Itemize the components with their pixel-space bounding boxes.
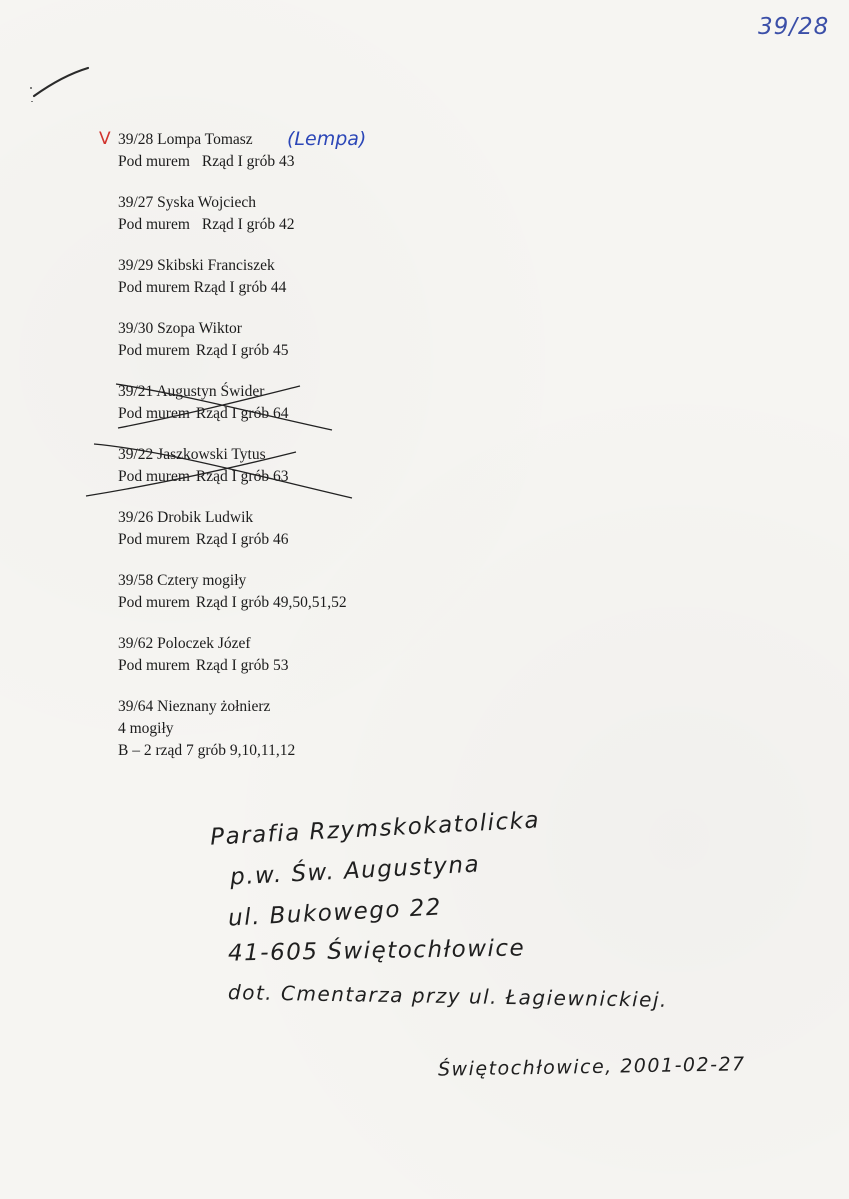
entry-location: Pod murem xyxy=(118,531,190,548)
entry-row-grave: Rząd I grób 46 xyxy=(195,531,289,548)
entry-location: Pod murem xyxy=(118,657,190,674)
entry-title: 39/21 Augustyn Świder xyxy=(118,383,265,400)
entry-location: Pod murem xyxy=(118,279,190,296)
entry-location: Pod murem xyxy=(118,153,190,170)
handwritten-subject: dot. Cmentarza przy ul. Łagiewnickiej. xyxy=(227,980,669,1012)
entry-title: 39/26 Drobik Ludwik xyxy=(118,509,254,526)
entry-row-grave: B – 2 rząd 7 grób 9,10,11,12 xyxy=(118,742,296,759)
grave-entry xyxy=(118,129,294,173)
entry-title: 39/27 Syska Wojciech xyxy=(118,194,256,211)
handwritten-street: ul. Bukowego 22 xyxy=(227,894,443,932)
entry-title: 39/62 Poloczek Józef xyxy=(118,635,251,652)
red-check-mark: V xyxy=(99,129,111,149)
entry-row-grave: Rząd I grób 64 xyxy=(195,405,289,422)
handwritten-correction: (Lempa) xyxy=(287,128,367,150)
entry-title: 39/29 Skibski Franciszek xyxy=(118,257,275,274)
grave-entry xyxy=(118,696,295,762)
entry-row-grave: Rząd I grób 43 xyxy=(201,153,295,170)
grave-entry-struck xyxy=(118,444,288,488)
entry-row-grave: Rząd I grób 42 xyxy=(201,216,295,233)
entry-location: Pod murem xyxy=(118,342,190,359)
entry-row-grave: Rząd I grób 49,50,51,52 xyxy=(195,594,347,611)
entry-row-grave: Rząd I grób 53 xyxy=(195,657,289,674)
entry-title: 39/28 Lompa Tomasz xyxy=(118,131,253,148)
entry-title: 39/30 Szopa Wiktor xyxy=(118,320,242,337)
entry-location: Pod murem xyxy=(118,468,190,485)
entry-location: Pod murem xyxy=(118,405,190,422)
entry-row-grave: Rząd I grób 44 xyxy=(193,279,287,296)
grave-entry xyxy=(118,255,286,299)
handwritten-parish: Parafia Rzymskokatolicka xyxy=(209,807,541,851)
pen-stroke-mark xyxy=(28,62,98,102)
entry-title: 39/22 Jaszkowski Tytus xyxy=(118,446,266,463)
entry-row-grave: Rząd I grób 45 xyxy=(195,342,289,359)
grave-entry xyxy=(118,318,288,362)
grave-entry xyxy=(118,192,294,236)
entry-location: Pod murem xyxy=(118,216,190,233)
entry-location: Pod murem xyxy=(118,594,190,611)
grave-entry xyxy=(118,507,288,551)
entry-count: 4 mogiły xyxy=(118,720,174,737)
grave-entry-struck xyxy=(118,381,288,425)
entry-title: 39/64 Nieznany żołnierz xyxy=(118,698,271,715)
handwritten-place-date: Świętochłowice, 2001-02-27 xyxy=(437,1053,746,1081)
handwritten-patron: p.w. Św. Augustyna xyxy=(229,851,481,891)
grave-entry xyxy=(118,570,347,614)
grave-entry xyxy=(118,633,288,677)
handwritten-postal-city: 41-605 Świętochłowice xyxy=(227,935,526,967)
handwritten-address-block xyxy=(209,807,810,1096)
entry-title: 39/58 Cztery mogiły xyxy=(118,572,247,589)
folio-number: 39/28 xyxy=(758,14,830,40)
entry-row-grave: Rząd I grób 63 xyxy=(195,468,289,485)
